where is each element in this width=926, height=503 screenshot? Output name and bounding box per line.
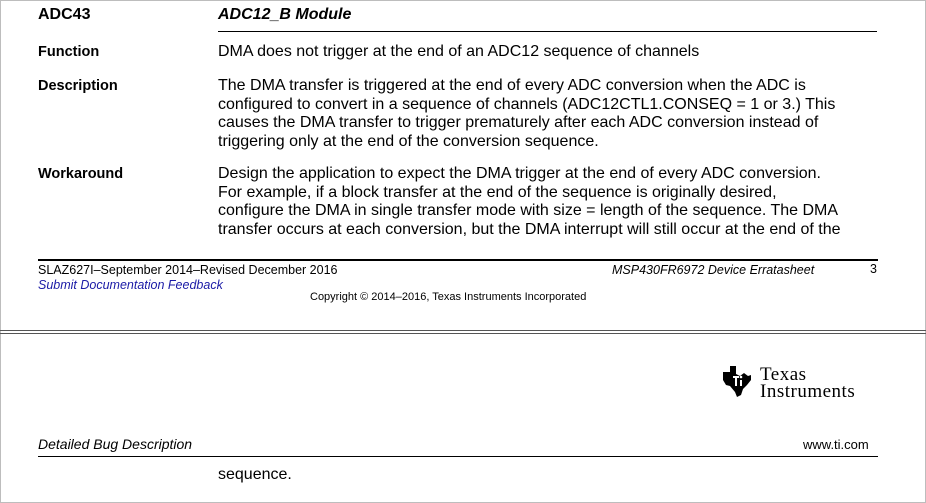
texas-state-icon	[720, 364, 754, 398]
page-break-line	[0, 330, 926, 331]
footer-rule	[38, 259, 878, 261]
text-line: configured to convert in a sequence of channels (ADC12CTL1.CONSEQ = 1 or 3.) This	[218, 95, 836, 113]
ti-logo	[720, 364, 880, 400]
text-line: configure the DMA in single transfer mode with size = length of the sequence. The DMA	[218, 202, 839, 219]
doc-revision: SLAZ627I–September 2014–Revised December 2016	[38, 263, 338, 277]
page-number: 3	[870, 262, 877, 276]
text-line: The DMA transfer is triggered at the end of every ADC conversion when the ADC is	[218, 77, 806, 94]
copyright: Copyright © 2014–2016, Texas Instruments Incorporated	[310, 291, 587, 303]
page-break-line	[0, 333, 926, 334]
workaround-text	[218, 165, 888, 239]
text-line: Design the application to expect the DMA trigger at the end of every ADC conversion.	[218, 165, 821, 182]
header-rule-2	[38, 456, 878, 457]
workaround-label: Workaround	[38, 166, 124, 182]
logo-line1: Texas	[760, 364, 807, 385]
text-line: DMA does not trigger at the end of an ADC12 sequence of channels	[218, 43, 700, 60]
section-title: Detailed Bug Description	[38, 436, 193, 452]
function-label: Function	[38, 44, 100, 60]
text-line: transfer occurs at each conversion, but the DMA interrupt will still occur at the end of the	[218, 220, 841, 238]
logo-instruments	[760, 381, 855, 403]
doc-title: MSP430FR6972 Device Erratasheet	[612, 263, 815, 277]
text-line: For example, if a block transfer at the end of the sequence is originally desired,	[218, 183, 777, 201]
header-rule	[218, 31, 877, 32]
continued-text: sequence.	[218, 466, 292, 483]
logo-line2: Instruments	[760, 381, 856, 402]
description-text	[218, 77, 888, 151]
website-link[interactable]: www.ti.com	[803, 437, 869, 452]
text-line: causes the DMA transfer to trigger prematurely after each ADC conversion instead of	[218, 114, 819, 131]
description-label: Description	[38, 78, 118, 94]
text-line: triggering only at the end of the conversion sequence.	[218, 132, 599, 150]
function-text	[218, 43, 888, 62]
bug-id: ADC43	[38, 6, 91, 23]
feedback-link[interactable]: Submit Documentation Feedback	[38, 278, 223, 292]
module-title: ADC12_B Module	[218, 6, 352, 23]
